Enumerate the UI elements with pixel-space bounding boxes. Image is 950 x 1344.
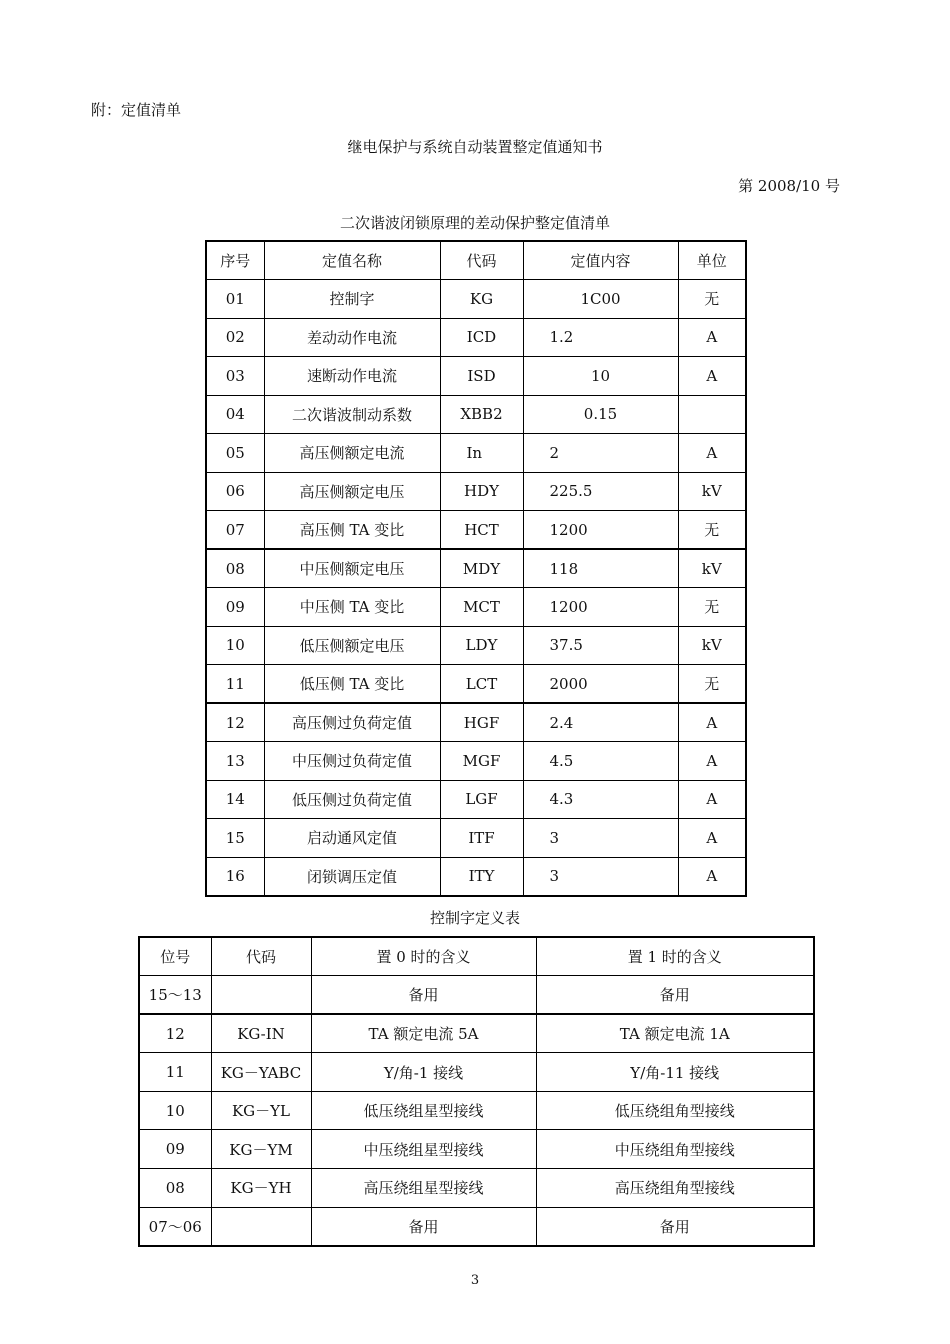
settings-header-cell: 定值内容 [523, 241, 678, 280]
table-cell: 05 [206, 434, 264, 473]
table-cell: 11 [206, 665, 264, 704]
table-cell: 11 [139, 1053, 211, 1092]
settings-table [205, 240, 747, 897]
table-cell: Y/角-11 接线 [536, 1053, 814, 1092]
settings-header-cell: 代码 [440, 241, 523, 280]
table-cell: 高压侧 TA 变比 [264, 511, 440, 550]
control-header-cell: 代码 [211, 937, 311, 976]
table-cell: KG-IN [211, 1014, 311, 1053]
control-word-table [138, 936, 815, 1247]
table-cell: 差动动作电流 [264, 318, 440, 357]
table-cell: 备用 [536, 1207, 814, 1246]
table-cell: 中压侧 TA 变比 [264, 588, 440, 627]
settings-header-cell: 单位 [678, 241, 746, 280]
table-cell: 13 [206, 742, 264, 781]
table-cell: 08 [139, 1169, 211, 1208]
table-cell: 10 [523, 357, 678, 396]
table-cell: 高压侧过负荷定值 [264, 703, 440, 742]
table-row [139, 1169, 814, 1208]
table-cell: 无 [678, 588, 746, 627]
table-cell: ISD [440, 357, 523, 396]
table-cell: 备用 [536, 976, 814, 1015]
table-row [206, 434, 746, 473]
table-cell: HGF [440, 703, 523, 742]
table-cell: 中压侧额定电压 [264, 549, 440, 588]
table-cell: 1C00 [523, 280, 678, 319]
control-header-row [139, 937, 814, 976]
table-cell: 高压侧额定电压 [264, 472, 440, 511]
table-cell: 中压绕组角型接线 [536, 1130, 814, 1169]
control-header-cell: 置 0 时的含义 [311, 937, 536, 976]
table-cell [211, 976, 311, 1015]
table-row [206, 318, 746, 357]
table-row [206, 511, 746, 550]
table-cell: XBB2 [440, 395, 523, 434]
table-row [206, 395, 746, 434]
table-cell: 启动通风定值 [264, 819, 440, 858]
table-cell: 225.5 [523, 472, 678, 511]
attachment-label: 附：定值清单 [91, 101, 182, 119]
table-cell: 高压绕组星型接线 [311, 1169, 536, 1208]
table-cell: 无 [678, 665, 746, 704]
document-title: 继电保护与系统自动装置整定值通知书 [347, 138, 603, 156]
table-cell: 1200 [523, 588, 678, 627]
table-cell: 2000 [523, 665, 678, 704]
table-cell [211, 1207, 311, 1246]
table-cell: A [678, 318, 746, 357]
table-row [206, 588, 746, 627]
table-row [206, 626, 746, 665]
table-cell: 07 [206, 511, 264, 550]
table-cell: 2 [523, 434, 678, 473]
settings-header-cell: 定值名称 [264, 241, 440, 280]
table-row [206, 780, 746, 819]
table-cell: 二次谐波制动系数 [264, 395, 440, 434]
table-cell [678, 395, 746, 434]
table-cell: 控制字 [264, 280, 440, 319]
table-cell: 4.3 [523, 780, 678, 819]
table-cell: kV [678, 549, 746, 588]
table-cell: A [678, 434, 746, 473]
table-cell: 闭锁调压定值 [264, 857, 440, 896]
table-cell: ICD [440, 318, 523, 357]
table-cell: 10 [206, 626, 264, 665]
table-cell: In [440, 434, 523, 473]
table-cell: 02 [206, 318, 264, 357]
table-row [206, 357, 746, 396]
table-cell: 0.15 [523, 395, 678, 434]
settings-table-title: 二次谐波闭锁原理的差动保护整定值清单 [339, 214, 610, 232]
table-cell: 03 [206, 357, 264, 396]
table-cell: 09 [139, 1130, 211, 1169]
table-cell: HCT [440, 511, 523, 550]
table-cell: 备用 [311, 976, 536, 1015]
table-cell: 118 [523, 549, 678, 588]
table-row [139, 976, 814, 1015]
table-cell: ITY [440, 857, 523, 896]
table-row [206, 665, 746, 704]
table-cell: 01 [206, 280, 264, 319]
table-cell: Y/角-1 接线 [311, 1053, 536, 1092]
table-cell: 04 [206, 395, 264, 434]
table-cell: 高压侧额定电流 [264, 434, 440, 473]
page-number: 3 [470, 1273, 480, 1288]
table-cell: KG－YH [211, 1169, 311, 1208]
table-cell: MCT [440, 588, 523, 627]
table-cell: 15 [206, 819, 264, 858]
table-cell: 12 [139, 1014, 211, 1053]
table-cell: MGF [440, 742, 523, 781]
table-cell: 无 [678, 511, 746, 550]
table-cell: LCT [440, 665, 523, 704]
table-cell: KG－YL [211, 1091, 311, 1130]
table-cell: A [678, 780, 746, 819]
table-cell: 低压侧过负荷定值 [264, 780, 440, 819]
table-cell: 06 [206, 472, 264, 511]
table-cell: 1200 [523, 511, 678, 550]
control-header-cell: 置 1 时的含义 [536, 937, 814, 976]
table-cell: KG－YABC [211, 1053, 311, 1092]
table-cell: 09 [206, 588, 264, 627]
table-cell: 低压侧 TA 变比 [264, 665, 440, 704]
table-cell: 低压绕组星型接线 [311, 1091, 536, 1130]
table-cell: LDY [440, 626, 523, 665]
table-cell: 3 [523, 857, 678, 896]
table-cell: A [678, 742, 746, 781]
table-cell: A [678, 819, 746, 858]
table-row [206, 703, 746, 742]
table-cell: 4.5 [523, 742, 678, 781]
table-cell: KG－YM [211, 1130, 311, 1169]
table-row [139, 1130, 814, 1169]
table-row [139, 1053, 814, 1092]
table-cell: 3 [523, 819, 678, 858]
table-cell: TA 额定电流 5A [311, 1014, 536, 1053]
table-cell: 速断动作电流 [264, 357, 440, 396]
table-cell: A [678, 857, 746, 896]
settings-header-cell: 序号 [206, 241, 264, 280]
table-cell: 高压绕组角型接线 [536, 1169, 814, 1208]
table-cell: 中压侧过负荷定值 [264, 742, 440, 781]
table-row [206, 742, 746, 781]
table-cell: HDY [440, 472, 523, 511]
table-cell: 07～06 [139, 1207, 211, 1246]
table-cell: 10 [139, 1091, 211, 1130]
table-cell: A [678, 357, 746, 396]
table-row [206, 280, 746, 319]
table-cell: 08 [206, 549, 264, 588]
table-cell: 2.4 [523, 703, 678, 742]
table-cell: 12 [206, 703, 264, 742]
table-cell: 无 [678, 280, 746, 319]
table-row [206, 549, 746, 588]
table-cell: KG [440, 280, 523, 319]
table-cell: A [678, 703, 746, 742]
table-cell: MDY [440, 549, 523, 588]
table-cell: LGF [440, 780, 523, 819]
table-row [206, 819, 746, 858]
table-cell: 备用 [311, 1207, 536, 1246]
table-cell: kV [678, 626, 746, 665]
table-cell: 15～13 [139, 976, 211, 1015]
table-cell: kV [678, 472, 746, 511]
table-row [206, 857, 746, 896]
table-cell: 16 [206, 857, 264, 896]
table-row [139, 1091, 814, 1130]
table-cell: 14 [206, 780, 264, 819]
control-table-title: 控制字定义表 [429, 909, 520, 927]
table-cell: 低压侧额定电压 [264, 626, 440, 665]
control-header-cell: 位号 [139, 937, 211, 976]
table-cell: 37.5 [523, 626, 678, 665]
table-row [139, 1207, 814, 1246]
table-row [206, 472, 746, 511]
document-number: 第 2008/10 号 [738, 177, 840, 195]
table-row [139, 1014, 814, 1053]
table-cell: 低压绕组角型接线 [536, 1091, 814, 1130]
table-cell: ITF [440, 819, 523, 858]
settings-header-row [206, 241, 746, 280]
table-cell: TA 额定电流 1A [536, 1014, 814, 1053]
table-cell: 1.2 [523, 318, 678, 357]
table-cell: 中压绕组星型接线 [311, 1130, 536, 1169]
